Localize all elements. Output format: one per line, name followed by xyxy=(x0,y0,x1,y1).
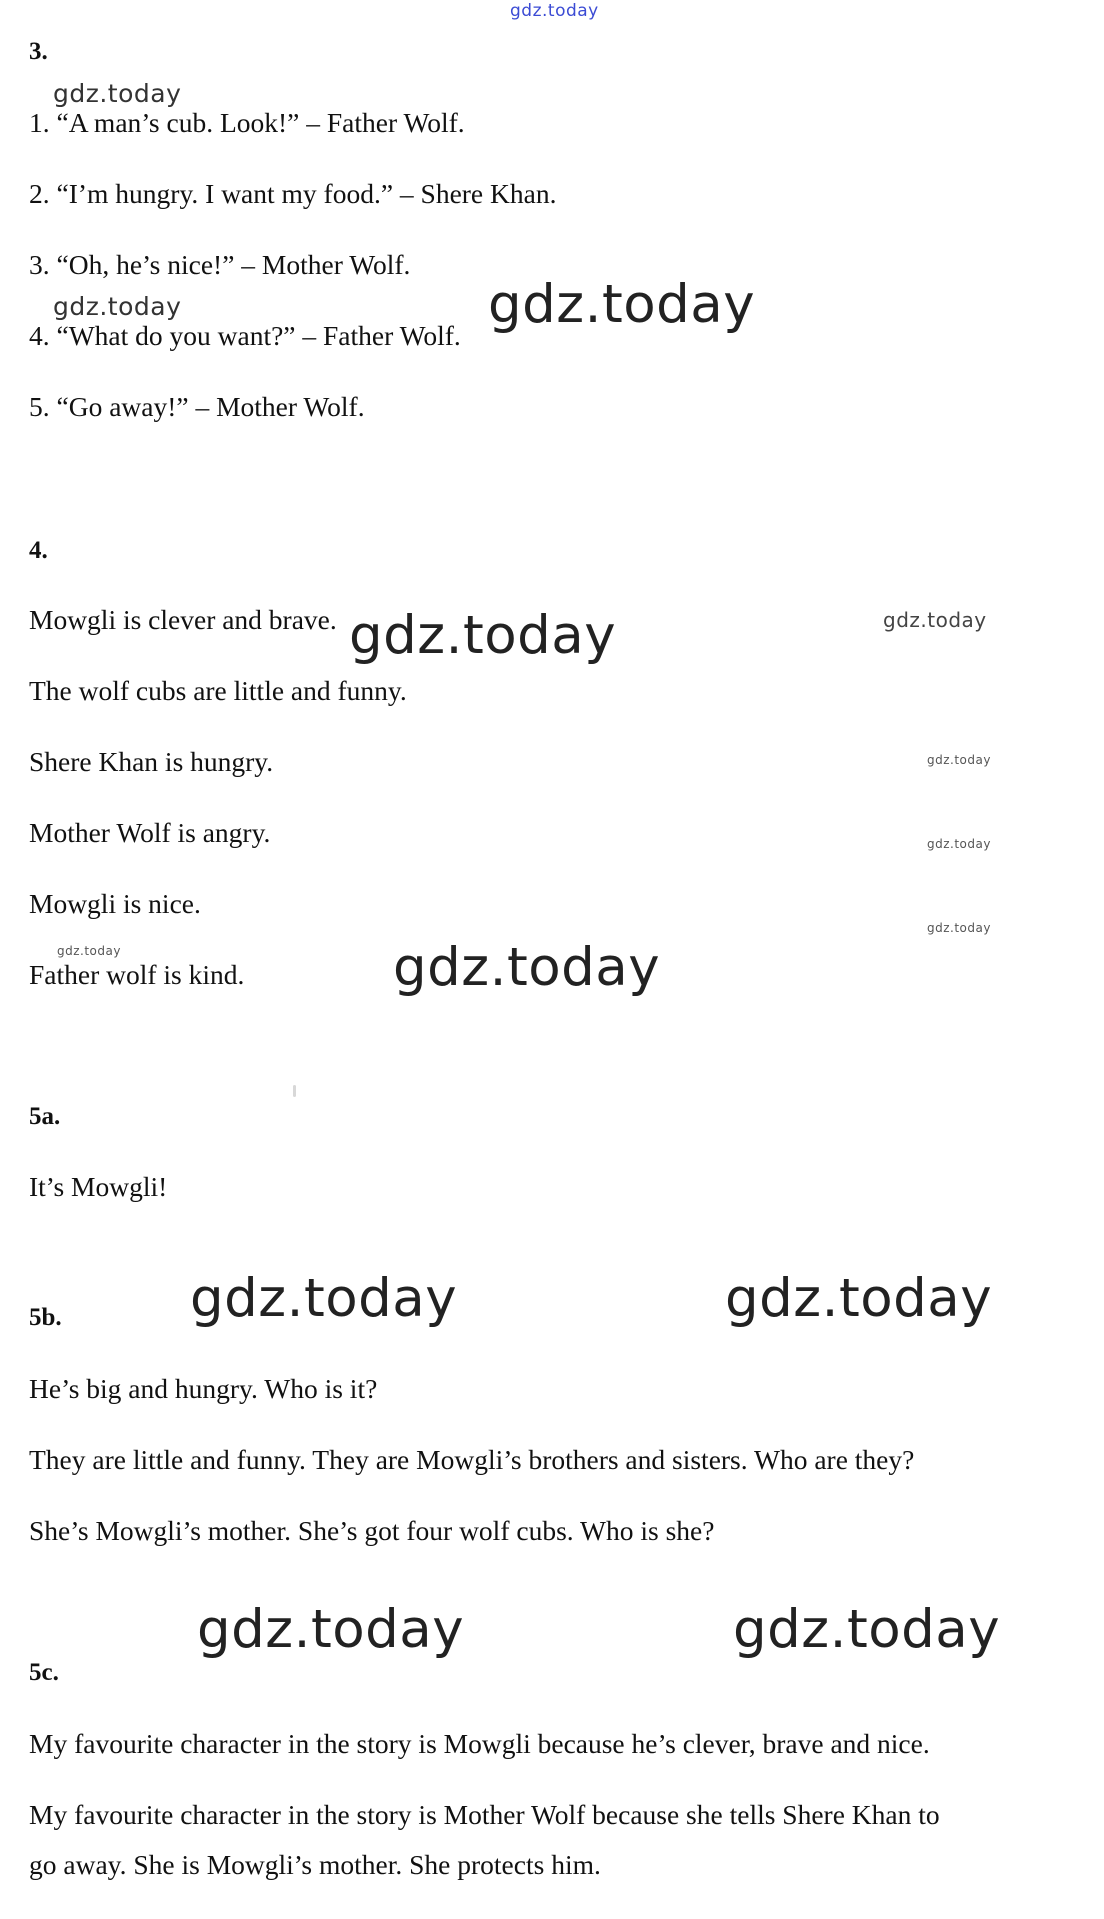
watermark: gdz.today xyxy=(488,274,756,335)
exercise-5b-line: He’s big and hungry. Who is it? xyxy=(29,1373,378,1404)
watermark: gdz.today xyxy=(53,292,182,321)
exercise-3-line: 3. “Oh, he’s nice!” – Mother Wolf. xyxy=(29,249,411,280)
exercise-5c-line: My favourite character in the story is Mother Wolf because she tells Shere Khan to xyxy=(29,1799,940,1830)
exercise-5b-line: She’s Mowgli’s mother. She’s got four wolf cubs. Who is she? xyxy=(29,1515,715,1546)
exercise-4-line: Mowgli is nice. xyxy=(29,888,201,919)
exercise-3-line: 2. “I’m hungry. I want my food.” – Shere Khan. xyxy=(29,178,557,209)
watermark: gdz.today xyxy=(510,1,599,21)
watermark: gdz.today xyxy=(927,753,991,767)
scan-speck xyxy=(293,1085,296,1097)
exercise-5a-line: It’s Mowgli! xyxy=(29,1171,168,1202)
watermark: gdz.today xyxy=(190,1268,458,1329)
exercise-5c-heading: 5c. xyxy=(29,1659,59,1686)
watermark: gdz.today xyxy=(53,79,182,108)
exercise-5a-heading: 5a. xyxy=(29,1103,61,1130)
watermark: gdz.today xyxy=(197,1599,465,1660)
exercise-4-line: Mowgli is clever and brave. xyxy=(29,604,337,635)
watermark: gdz.today xyxy=(733,1599,1001,1660)
exercise-5c-line: My favourite character in the story is Mowgli because he’s clever, brave and nice. xyxy=(29,1728,930,1759)
exercise-3-line: 4. “What do you want?” – Father Wolf. xyxy=(29,320,461,351)
exercise-3-line: 5. “Go away!” – Mother Wolf. xyxy=(29,391,365,422)
watermark: gdz.today xyxy=(725,1268,993,1329)
watermark: gdz.today xyxy=(927,837,991,851)
watermark: gdz.today xyxy=(883,608,987,632)
exercise-5b-heading: 5b. xyxy=(29,1304,62,1331)
watermark: gdz.today xyxy=(927,921,991,935)
exercise-5c-line: go away. She is Mowgli’s mother. She protects him. xyxy=(29,1849,601,1880)
exercise-4-line: The wolf cubs are little and funny. xyxy=(29,675,407,706)
exercise-4-line: Shere Khan is hungry. xyxy=(29,746,274,777)
exercise-4-line: Mother Wolf is angry. xyxy=(29,817,271,848)
exercise-4-line: Father wolf is kind. xyxy=(29,959,245,990)
watermark: gdz.today xyxy=(57,944,121,958)
exercise-3-heading: 3. xyxy=(29,38,48,65)
watermark: gdz.today xyxy=(393,937,661,998)
watermark: gdz.today xyxy=(349,605,617,666)
exercise-3-line: 1. “A man’s cub. Look!” – Father Wolf. xyxy=(29,107,465,138)
exercise-5b-line: They are little and funny. They are Mowgli’s brothers and sisters. Who are they? xyxy=(29,1444,915,1475)
exercise-4-heading: 4. xyxy=(29,537,48,564)
